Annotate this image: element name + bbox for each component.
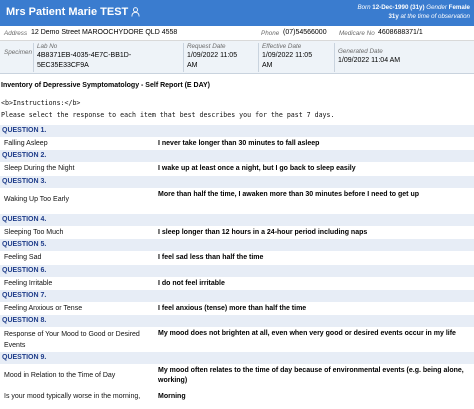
generated-date-value: 1/09/2022 11:04 AM	[338, 57, 401, 64]
patient-name[interactable]	[6, 6, 140, 18]
instructions-text: Please select the response to each item that best describes you for the past 7 days.	[1, 111, 335, 119]
person-icon	[131, 7, 140, 17]
question-row	[0, 137, 474, 150]
medicare-label: Medicare No	[339, 30, 375, 37]
lab-no-label: Lab No	[37, 43, 58, 50]
question-answer: I do not feel irritable	[158, 280, 225, 287]
born-value: 12-Dec-1990 (31y)	[372, 4, 425, 11]
question-heading: QUESTION 2.	[0, 150, 474, 162]
question-answer: I feel anxious (tense) more than half the time	[158, 305, 307, 312]
question-item: Falling Asleep	[4, 140, 48, 147]
question-answer: My mood does not brighten at all, even when very good or desired events occur in my life	[158, 330, 456, 337]
divider	[258, 43, 259, 72]
divider	[33, 43, 34, 72]
question-heading: QUESTION 3.	[0, 176, 474, 188]
question-item: Feeling Sad	[4, 254, 42, 261]
lab-no-line1: 4B8371EB-4035-4E7C-BB1D-	[37, 52, 132, 59]
patient-name-text[interactable]: Mrs Patient Marie TEST	[6, 6, 129, 18]
question-item: Response of Your Mood to Good or Desired Events	[4, 331, 140, 349]
question-item: Feeling Anxious or Tense	[4, 305, 83, 312]
address-label: Address	[4, 30, 28, 37]
questions-table	[0, 125, 474, 403]
question-item: Sleep During the Night	[4, 165, 75, 172]
question-item: Waking Up Too Early	[4, 196, 69, 203]
question-answer: I wake up at least once a night, but I go back to sleep easily	[158, 165, 356, 172]
question-heading: QUESTION 4.	[0, 214, 474, 226]
question-heading: QUESTION 8.	[0, 315, 474, 327]
patient-header	[0, 0, 474, 26]
request-date-line2: AM	[187, 62, 198, 69]
question-row	[0, 327, 474, 352]
generated-date-label: Generated Date	[338, 48, 383, 55]
age-note: at the time of observation	[400, 13, 470, 20]
address-value: 12 Demo Street MAROOCHYDORE QLD 4558	[31, 29, 178, 36]
question-heading: QUESTION 6.	[0, 265, 474, 277]
question-heading: QUESTION 7.	[0, 290, 474, 302]
question-answer: I feel sad less than half the time	[158, 254, 264, 261]
age-value: 31y	[388, 13, 399, 20]
effective-date-label: Effective Date	[262, 43, 302, 50]
specimen-row	[0, 41, 474, 74]
effective-date-line2: AM	[262, 62, 273, 69]
specimen-label: Specimen	[4, 49, 33, 56]
patient-demographics	[357, 3, 470, 21]
question-answer: Morning	[158, 393, 186, 400]
question-row	[0, 277, 474, 290]
question-row	[0, 251, 474, 265]
question-row	[0, 364, 474, 390]
effective-date-line1: 1/09/2022 11:05	[262, 52, 313, 59]
question-item: Feeling Irritable	[4, 280, 53, 287]
divider	[334, 43, 335, 72]
question-item: Mood in Relation to the Time of Day	[4, 372, 116, 379]
request-date-label: Request Date	[187, 43, 226, 50]
question-answer: I never take longer than 30 minutes to fall asleep	[158, 140, 320, 147]
contact-row	[0, 26, 474, 41]
question-row	[0, 390, 474, 403]
phone-value: (07)54566000	[283, 29, 327, 36]
lab-no-line2: 5EC35E33CF9A	[37, 62, 89, 69]
gender-label: Gender	[426, 4, 447, 11]
gender-value: Female	[448, 4, 470, 11]
question-heading: QUESTION 9.	[0, 352, 474, 364]
report-title: Inventory of Depressive Symptomatology - Self Report (E DAY)	[1, 82, 211, 89]
question-row	[0, 302, 474, 315]
question-answer: I sleep longer than 12 hours in a 24-hour period including naps	[158, 229, 368, 236]
request-date-line1: 1/09/2022 11:05	[187, 52, 238, 59]
question-row	[0, 162, 474, 176]
divider	[183, 43, 184, 72]
question-heading: QUESTION 1.	[0, 125, 474, 137]
question-item: Sleeping Too Much	[4, 229, 64, 236]
question-heading: QUESTION 5.	[0, 239, 474, 251]
question-item: Is your mood typically worse in the morning,	[4, 393, 141, 400]
question-answer: More than half the time, I awaken more than 30 minutes before I need to get up	[158, 191, 419, 198]
question-row	[0, 188, 474, 214]
phone-label: Phone	[261, 30, 280, 37]
question-row	[0, 226, 474, 239]
instructions-tag: <b>Instructions:</b>	[1, 99, 81, 107]
medicare-value: 4608688371/1	[378, 29, 423, 36]
born-label: Born	[357, 4, 371, 11]
question-answer: My mood often relates to the time of day because of environmental events (e.g. being alone, working)	[158, 367, 464, 384]
